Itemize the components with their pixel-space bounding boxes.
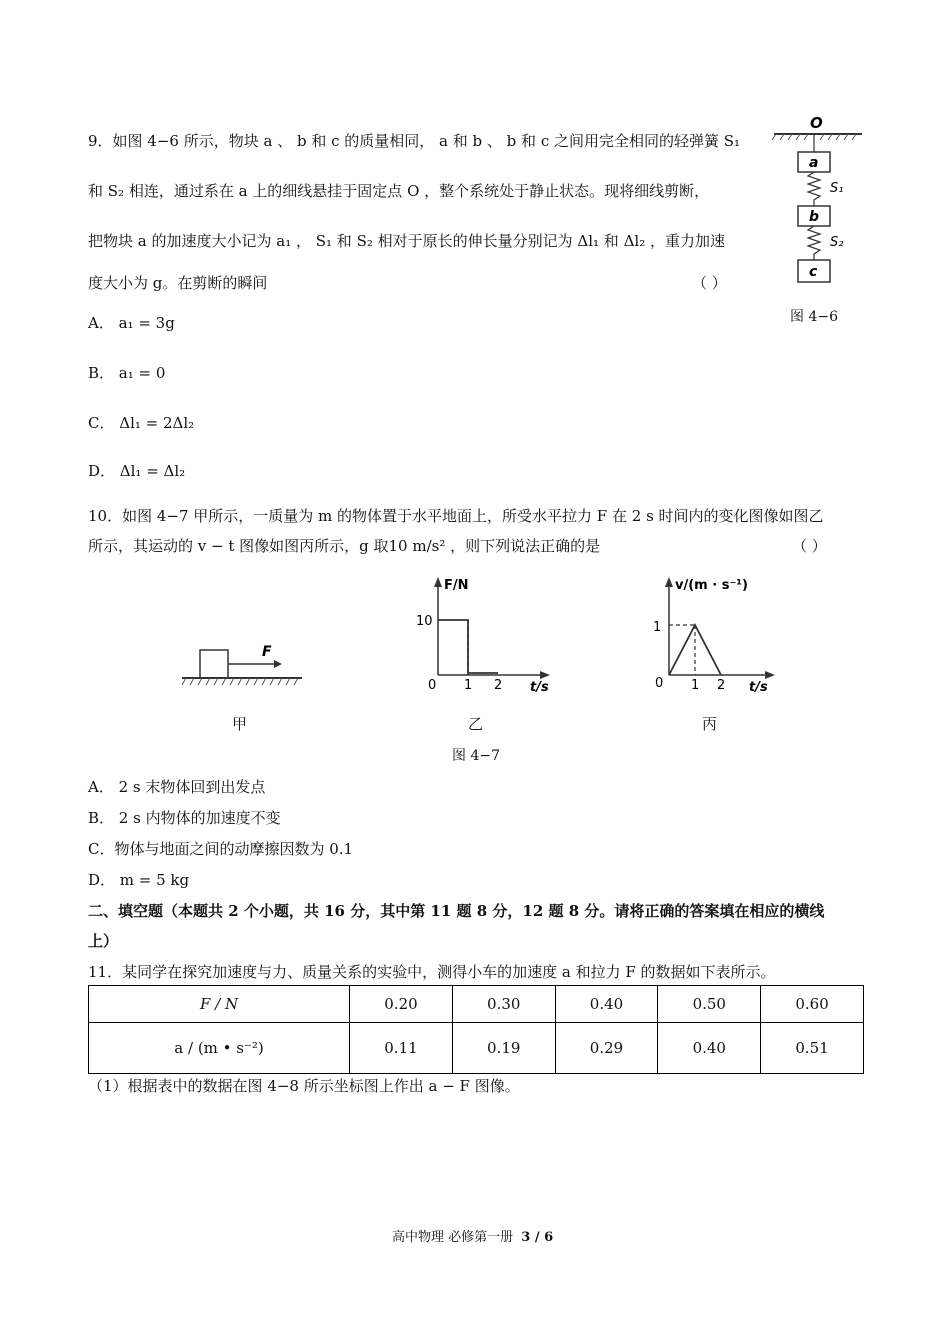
yi-ytick: 10 — [416, 614, 433, 629]
table-cell: 0.40 — [555, 986, 658, 1023]
q9-line3: 把物块 a 的加速度大小记为 a₁ ， S₁ 和 S₂ 相对于原长的伸长量分别记为 Δl₁ 和 Δl₂ ，重力加速 — [88, 232, 725, 250]
fig47-caption: 图 4−7 — [452, 748, 500, 764]
section2-title-line1: 二、填空题（本题共 2 个小题，共 16 分，其中第 11 题 8 分，12 题 8 分。请将正确的答案填在相应的横线 — [88, 902, 825, 920]
bing-xlabel: t/s — [749, 680, 768, 695]
fig47-label-jia: 甲 — [232, 715, 248, 733]
table-cell: 0.19 — [452, 1023, 555, 1074]
section2-title-line2: 上） — [88, 932, 119, 950]
table-cell: 0.40 — [658, 1023, 761, 1074]
footer-title: 高中物理 必修第一册 — [392, 1230, 514, 1245]
bing-xtick-2: 2 — [717, 678, 726, 693]
fig46-point-o: O — [810, 114, 823, 132]
table-cell: 0.20 — [350, 986, 453, 1023]
footer-text — [392, 1226, 553, 1245]
table-cell: 0.11 — [350, 1023, 453, 1074]
bing-origin: 0 — [655, 676, 664, 691]
q10-option-a: A． 2 s 末物体回到出发点 — [88, 778, 266, 796]
yi-xtick-2: 2 — [494, 678, 503, 693]
figure-4-7-bing — [645, 575, 795, 695]
q9-option-a: A． a₁ = 3g — [88, 314, 175, 332]
yi-xlabel: t/s — [530, 680, 549, 695]
bing-xtick-1: 1 — [691, 678, 700, 693]
fig46-block-b: b — [809, 209, 820, 225]
table-cell: 0.50 — [658, 986, 761, 1023]
fig47-label-yi: 乙 — [468, 715, 484, 733]
page-number: 3 / 6 — [521, 1230, 554, 1245]
q9-option-c: C． Δl₁ = 2Δl₂ — [88, 414, 195, 432]
table-row — [89, 986, 864, 1023]
bing-ylabel: v/(m · s⁻¹) — [675, 578, 748, 593]
table-row — [89, 1023, 864, 1074]
figure-4-6 — [768, 112, 868, 292]
q9-line2: 和 S₂ 相连，通过系在 a 上的细线悬挂于固定点 O ，整个系统处于静止状态。现将细线剪断， — [88, 182, 710, 200]
yi-origin: 0 — [428, 678, 437, 693]
fig46-spring-s1: S₁ — [830, 181, 844, 196]
jia-force-label: F — [262, 644, 272, 660]
table-cell: 0.60 — [761, 986, 864, 1023]
q11-text: 11．某同学在探究加速度与力、质量关系的实验中，测得小车的加速度 a 和拉力 F 的数据如下表所示。 — [88, 963, 776, 981]
q9-line1: 9．如图 4−6 所示，物块 a 、 b 和 c 的质量相同， a 和 b 、 b 和 c 之间用完全相同的轻弹簧 S₁ — [88, 132, 741, 150]
fig46-spring-s2: S₂ — [830, 235, 844, 250]
table-header-accel: a / (m • s⁻²) — [89, 1023, 350, 1074]
table-header-force: F / N — [89, 986, 350, 1023]
yi-ylabel: F/N — [444, 578, 469, 593]
q10-option-d: D． m = 5 kg — [88, 871, 190, 889]
q9-option-b: B． a₁ = 0 — [88, 364, 166, 382]
figure-4-7-jia — [176, 630, 306, 690]
fig46-block-a: a — [809, 155, 819, 171]
fig46-block-c: c — [809, 264, 818, 280]
q10-line1: 10．如图 4−7 甲所示，一质量为 m 的物体置于水平地面上，所受水平拉力 F 在 2 s 时间内的变化图像如图乙 — [88, 507, 824, 525]
q10-option-c: C．物体与地面之间的动摩擦因数为 0.1 — [88, 840, 354, 858]
fig47-label-bing: 丙 — [702, 715, 718, 733]
q9-line4: 度大小为 g。在剪断的瞬间 — [88, 274, 268, 292]
q9-option-d: D． Δl₁ = Δl₂ — [88, 462, 186, 480]
q11-sub1: （1）根据表中的数据在图 4−8 所示坐标图上作出 a − F 图像。 — [88, 1077, 520, 1095]
q9-answer-paren: （ ） — [692, 274, 727, 292]
figure-4-7-yi — [410, 575, 560, 695]
q10-answer-paren: （ ） — [792, 537, 827, 555]
q10-line2: 所示，其运动的 v − t 图像如图丙所示，g 取10 m/s² ，则下列说法正确的是 — [88, 537, 601, 555]
bing-ytick: 1 — [653, 620, 662, 635]
table-cell: 0.30 — [452, 986, 555, 1023]
table-cell: 0.51 — [761, 1023, 864, 1074]
yi-xtick-1: 1 — [464, 678, 473, 693]
q10-option-b: B． 2 s 内物体的加速度不变 — [88, 809, 281, 827]
q11-data-table — [88, 985, 864, 1074]
fig46-caption: 图 4−6 — [790, 309, 838, 325]
table-cell: 0.29 — [555, 1023, 658, 1074]
